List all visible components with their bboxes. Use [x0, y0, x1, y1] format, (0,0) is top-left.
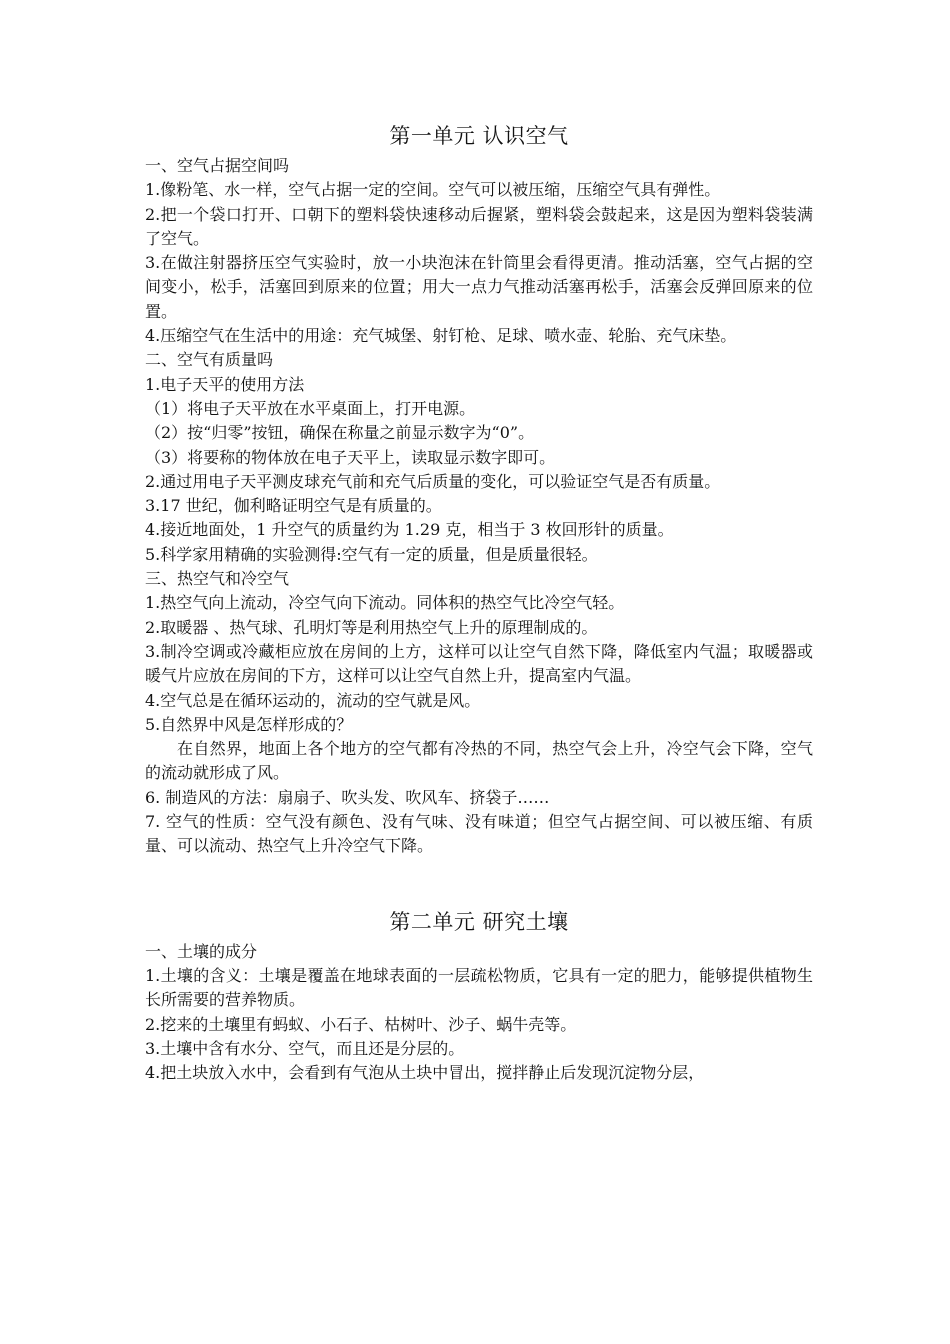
unit1-section1	[145, 154, 813, 348]
unit2-title: 第二单元 研究土壤	[389, 909, 569, 934]
step-item: （1）将电子天平放在水平桌面上，打开电源。	[145, 398, 476, 418]
body-paragraph: 在自然界，地面上各个地方的空气都有冷热的不同，热空气会上升，冷空气会下降，空气的流动就形成了风。	[145, 739, 813, 783]
section-heading: 三、热空气和冷空气	[145, 569, 290, 589]
list-item: 4.压缩空气在生活中的用途：充气城堡、射钉枪、足球、喷水壶、轮胎、充气床垫。	[145, 326, 737, 346]
section-heading: 一、土壤的成分	[145, 941, 258, 961]
list-item: 4.把土块放入水中，会看到有气泡从土块中冒出，搅拌静止后发现沉淀物分层，	[145, 1063, 705, 1083]
list-item: 4.空气总是在循环运动的，流动的空气就是风。	[145, 690, 481, 710]
unit1-title: 第一单元 认识空气	[389, 124, 569, 148]
list-item: 4.接近地面处，1 升空气的质量约为 1.29 克，相当于 3 枚回形针的质量。	[145, 520, 674, 540]
list-item: 3.制冷空调或冷藏柜应放在房间的上方，这样可以让空气自然下降，降低室内气温；取暖器或暖气片应放在房间的下方，这样可以让空气自然上升，提高室内气温。	[145, 641, 813, 686]
list-item: 1.土壤的含义：土壤是覆盖在地球表面的一层疏松物质，它具有一定的肥力，能够提供植物生长所需要的营养物质。	[145, 965, 813, 1010]
step-item: （2）按“归零”按钮，确保在称量之前显示数字为“0”。	[145, 423, 535, 443]
list-item: 2.把一个袋口打开、口朝下的塑料袋快速移动后握紧，塑料袋会鼓起来，这是因为塑料袋装满了空气。	[145, 204, 813, 248]
unit2-section1	[145, 940, 813, 1086]
unit1-section3	[145, 567, 813, 859]
step-item: （3）将要称的物体放在电子天平上，读取显示数字即可。	[145, 447, 556, 467]
list-item: 5.自然界中风是怎样形成的？	[145, 714, 353, 734]
list-item: 2.挖来的土壤里有蚂蚁、小石子、枯树叶、沙子、蜗牛壳等。	[145, 1014, 577, 1034]
list-item: 7. 空气的性质：空气没有颜色、没有气味、没有味道；但空气占据空间、可以被压缩、有质量、可以流动、热空气上升冷空气下降。	[145, 812, 813, 856]
unit1-section2	[145, 348, 813, 567]
document-page	[145, 118, 813, 1085]
list-item: 2.通过用电子天平测皮球充气前和充气后质量的变化，可以验证空气是否有质量。	[145, 471, 721, 491]
list-item: 1.电子天平的使用方法	[145, 374, 305, 394]
list-item: 1.热空气向上流动，冷空气向下流动。同体积的热空气比冷空气轻。	[145, 593, 625, 613]
list-item: 2.取暖器 、热气球、孔明灯等是利用热空气上升的原理制成的。	[145, 617, 598, 637]
section-heading: 二、空气有质量吗	[145, 350, 274, 370]
list-item: 3.土壤中含有水分、空气，而且还是分层的。	[145, 1038, 465, 1058]
list-item: 1.像粉笔、水一样，空气占据一定的空间。空气可以被压缩，压缩空气具有弹性。	[145, 180, 721, 200]
list-item: 5.科学家用精确的实验测得:空气有一定的质量，但是质量很轻。	[145, 544, 598, 564]
section-heading: 一、空气占据空间吗	[145, 156, 290, 175]
list-item: 6. 制造风的方法：扇扇子、吹头发、吹风车、挤袋子……	[145, 787, 550, 807]
list-item: 3.在做注射器挤压空气实验时，放一小块泡沫在针筒里会看得更清。推动活塞，空气占据的空间变小，松手，活塞回到原来的位置；用大一点力气推动活塞再松手，活塞会反弹回原来的位置。	[145, 253, 813, 321]
list-item: 3.17 世纪，伽利略证明空气是有质量的。	[145, 496, 442, 516]
